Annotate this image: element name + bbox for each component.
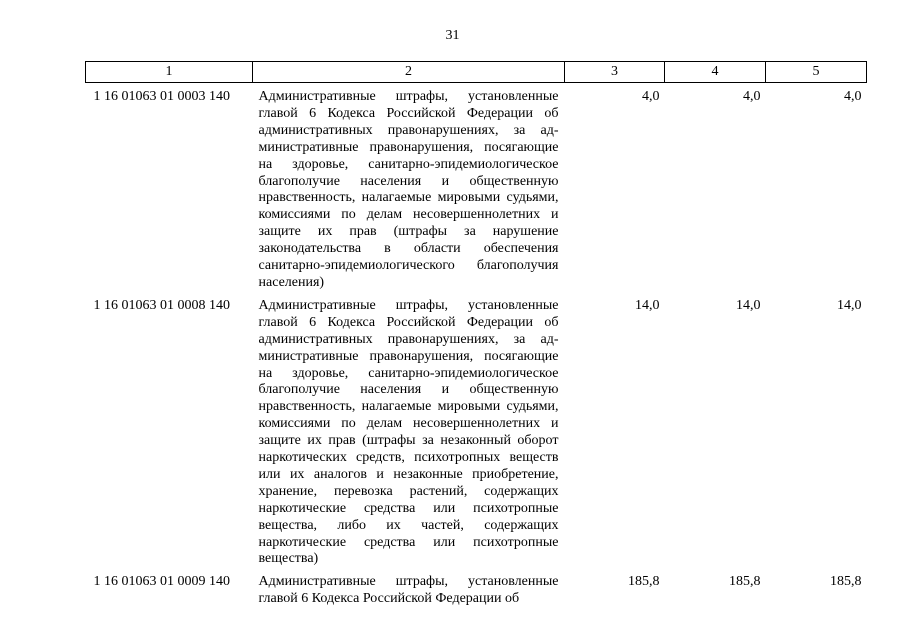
income-description: Административные штрафы, установленные главой 6 Кодекса Российской Федерации об административных правонарушениях, за административные правонарушения, посягающие на здоровье, санитарно-эпидемиологическое благополучие населения и общественную нравственность, налагаемые мировыми судьями, комиссиями по делам несовершеннолетних и защите их прав (штрафы за незаконный оборот наркотических средств, психотропных веществ или их аналогов и незаконные приобретение, хранение, перевозка растений, содержащих наркотические средства или психотропные вещества, либо их частей, содержащих наркотические средства или психотропные вещества) bbox=[258, 297, 559, 567]
column-header-2: 2 bbox=[253, 62, 565, 83]
budget-code: 1 16 01063 01 0008 140 bbox=[93, 297, 230, 313]
table-header-row bbox=[86, 62, 867, 83]
table-row bbox=[86, 83, 867, 292]
column-header-1: 1 bbox=[86, 62, 253, 83]
amount-col4: 14,0 bbox=[736, 297, 761, 313]
budget-table bbox=[85, 61, 867, 608]
column-header-4: 4 bbox=[665, 62, 766, 83]
table-row bbox=[86, 568, 867, 608]
amount-col5: 185,8 bbox=[830, 574, 862, 590]
income-description: Административные штрафы, установленные главой 6 Кодекса Российской Федерации об административных правонарушениях, за административные правонарушения, посягающие на здоровье, санитарно-эпидемиологическое благополучие населения и общественную нравственность, налагаемые мировыми судьями, комиссиями по делам несовершеннолетних и защите их прав (штрафы за нарушение законодательства в области обеспечения санитарно-эпидемиологического благополучия населения) bbox=[258, 89, 559, 290]
column-header-3: 3 bbox=[565, 62, 665, 83]
income-description: Административные штрафы, установленные главой 6 Кодекса Российской Федерации об bbox=[258, 574, 559, 607]
amount-col3: 14,0 bbox=[635, 297, 660, 313]
amount-col3: 4,0 bbox=[642, 89, 660, 104]
amount-col5: 14,0 bbox=[837, 297, 862, 313]
column-header-5: 5 bbox=[766, 62, 867, 83]
table-row bbox=[86, 292, 867, 569]
amount-col3: 185,8 bbox=[628, 574, 660, 590]
budget-code: 1 16 01063 01 0003 140 bbox=[93, 89, 230, 104]
amount-col5: 4,0 bbox=[844, 89, 862, 104]
amount-col4: 185,8 bbox=[729, 574, 761, 590]
amount-col4: 4,0 bbox=[743, 89, 761, 104]
page-number: 31 bbox=[445, 28, 460, 43]
budget-code: 1 16 01063 01 0009 140 bbox=[93, 574, 230, 590]
